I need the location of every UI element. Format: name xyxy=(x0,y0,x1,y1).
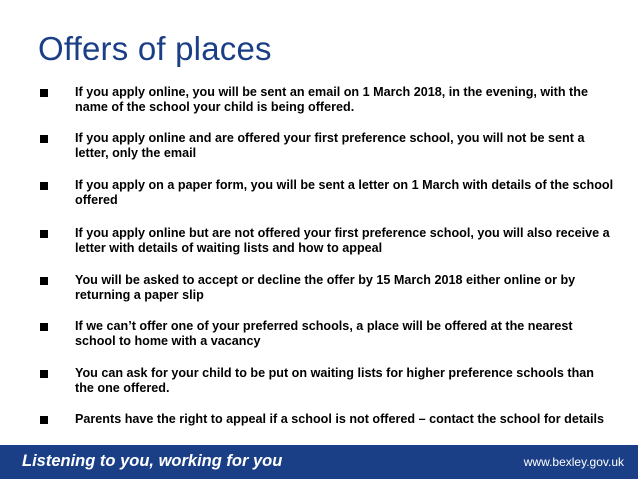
bullet-text: If you apply online but are not offered your first preference school, you will also receive a letter with details of waiting lists and how to appeal xyxy=(75,226,610,255)
bullet-text: If you apply online and are offered your first preference school, you will not be sent a letter, only the email xyxy=(75,131,585,160)
footer-website-link[interactable]: www.bexley.gov.uk xyxy=(523,455,624,469)
bullet-text: If you apply on a paper form, you will be sent a letter on 1 March with details of the school offered xyxy=(75,178,614,207)
footer-bar xyxy=(0,445,638,479)
bullet-text: You will be asked to accept or decline the offer by 15 March 2018 either online or by returning a paper slip xyxy=(75,273,576,302)
bullet-text: You can ask for your child to be put on waiting lists for higher preference schools than the one offered. xyxy=(75,366,594,395)
square-bullet-icon xyxy=(40,370,48,378)
square-bullet-icon xyxy=(40,230,48,238)
square-bullet-icon xyxy=(40,416,48,424)
bullet-text: If you apply online, you will be sent an email on 1 March 2018, in the evening, with the name of the school your child is being offered. xyxy=(75,85,588,114)
square-bullet-icon xyxy=(40,182,48,190)
square-bullet-icon xyxy=(40,89,48,97)
bullet-text: If we can’t offer one of your preferred schools, a place will be offered at the nearest school to home with a vacancy xyxy=(75,319,573,348)
square-bullet-icon xyxy=(40,323,48,331)
bullet-text: Parents have the right to appeal if a school is not offered – contact the school for details xyxy=(75,412,605,426)
footer-tagline: Listening to you, working for you xyxy=(22,452,283,470)
square-bullet-icon xyxy=(40,277,48,285)
page-title: Offers of places xyxy=(38,30,272,67)
square-bullet-icon xyxy=(40,135,48,143)
